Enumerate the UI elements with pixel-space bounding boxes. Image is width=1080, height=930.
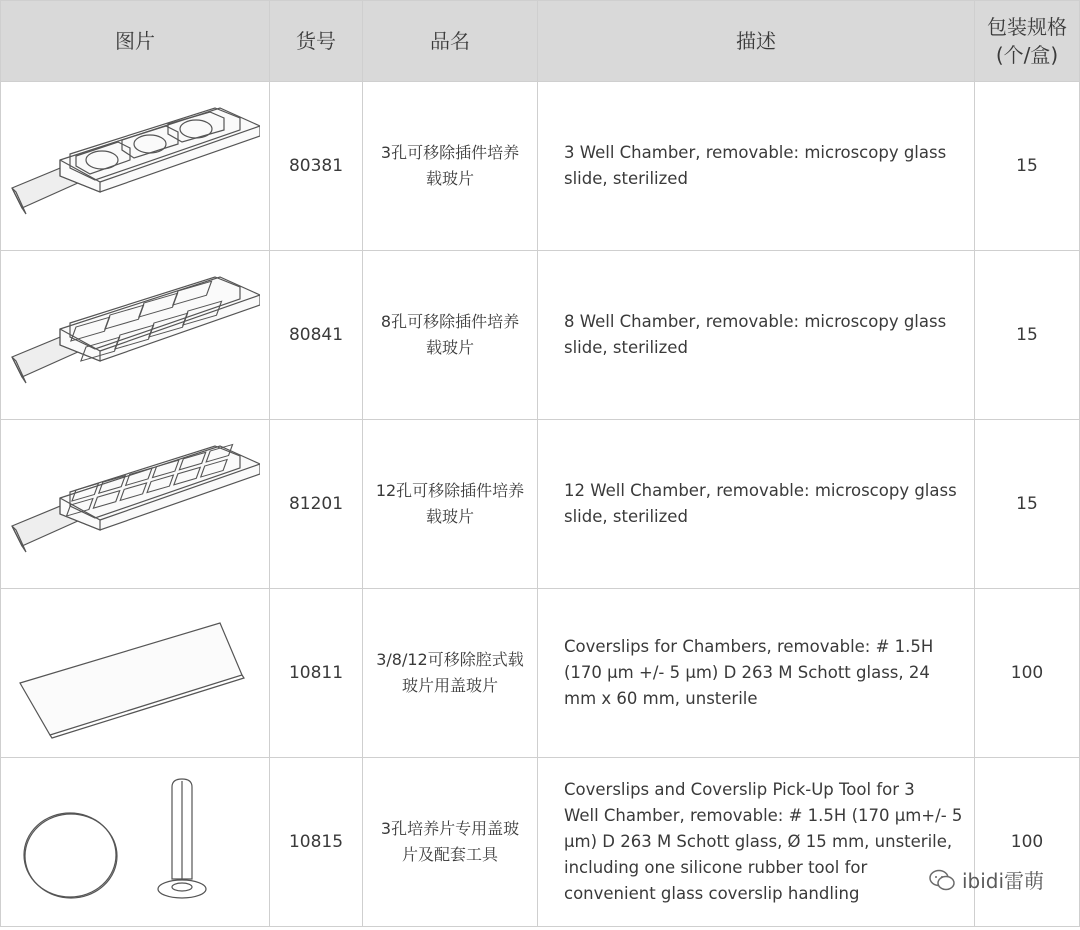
pack-cell: 15	[975, 251, 1080, 420]
table-row	[1, 82, 1080, 251]
3-well-chamber-slide-icon	[10, 96, 260, 236]
name-line: 载玻片	[425, 507, 474, 526]
12-well-chamber-slide-icon	[10, 434, 260, 574]
pack-cell: 15	[975, 82, 1080, 251]
desc-line: µm) D 263 M Schott glass, Ø 15 mm, unsterile,	[564, 832, 953, 851]
desc-line: (170 µm +/- 5 µm) D 263 M Schott glass, 24	[564, 663, 930, 682]
header-description: 描述	[538, 1, 975, 82]
header-sku: 货号	[270, 1, 363, 82]
coverslip-icon	[10, 603, 260, 743]
table-row	[1, 420, 1080, 589]
name-line: 3孔可移除插件培养	[380, 143, 520, 162]
image-cell	[1, 82, 270, 251]
name-line: 8孔可移除插件培养	[380, 312, 520, 331]
description-cell	[538, 420, 975, 589]
wechat-icon	[928, 868, 956, 892]
header-row	[1, 1, 1080, 82]
table-row	[1, 251, 1080, 420]
header-pack-line1: 包装规格	[987, 15, 1067, 39]
sku-cell: 10815	[270, 758, 363, 927]
desc-line: slide, sterilized	[564, 169, 688, 188]
desc-line: slide, sterilized	[564, 338, 688, 357]
sku-cell: 10811	[270, 589, 363, 758]
name-cell	[363, 82, 538, 251]
name-cell	[363, 758, 538, 927]
name-cell	[363, 251, 538, 420]
name-cell	[363, 420, 538, 589]
watermark	[928, 865, 1044, 894]
header-pack	[975, 1, 1080, 82]
name-line: 载玻片	[425, 169, 474, 188]
image-cell	[1, 251, 270, 420]
desc-line: 8 Well Chamber, removable: microscopy glass	[564, 312, 947, 331]
name-cell	[363, 589, 538, 758]
description-cell	[538, 82, 975, 251]
pack-cell: 15	[975, 420, 1080, 589]
watermark-text: ibidi雷萌	[961, 869, 1044, 893]
name-line: 片及配套工具	[401, 845, 498, 864]
desc-line: slide, sterilized	[564, 507, 688, 526]
header-pack-line2: (个/盒)	[995, 43, 1059, 67]
desc-line: 12 Well Chamber, removable: microscopy glass	[564, 481, 957, 500]
description-cell	[538, 589, 975, 758]
sku-cell: 80381	[270, 82, 363, 251]
header-image: 图片	[1, 1, 270, 82]
header-name: 品名	[363, 1, 538, 82]
name-line: 载玻片	[425, 338, 474, 357]
desc-line: including one silicone rubber tool for	[564, 858, 868, 877]
sku-cell: 80841	[270, 251, 363, 420]
description-cell	[538, 758, 975, 927]
table-row	[1, 758, 1080, 927]
description-cell	[538, 251, 975, 420]
name-line: 3/8/12可移除腔式载	[376, 650, 524, 669]
desc-line: Well Chamber, removable: # 1.5H (170 µm+/- 5	[564, 806, 963, 825]
sku-cell: 81201	[270, 420, 363, 589]
name-line: 玻片用盖玻片	[401, 676, 498, 695]
name-line: 3孔培养片专用盖玻	[380, 819, 520, 838]
desc-line: mm x 60 mm, unsterile	[564, 689, 758, 708]
pack-cell: 100	[975, 589, 1080, 758]
pack-cell: 100	[975, 758, 1080, 927]
desc-line: Coverslips and Coverslip Pick-Up Tool for 3	[564, 780, 915, 799]
desc-line: Coverslips for Chambers, removable: # 1.5H	[564, 637, 934, 656]
image-cell	[1, 420, 270, 589]
round-coverslip-and-pickup-tool-icon	[10, 767, 260, 917]
8-well-chamber-slide-icon	[10, 265, 260, 405]
desc-line: 3 Well Chamber, removable: microscopy glass	[564, 143, 947, 162]
image-cell	[1, 589, 270, 758]
name-line: 12孔可移除插件培养	[375, 481, 525, 500]
table-row	[1, 589, 1080, 758]
image-cell	[1, 758, 270, 927]
desc-line: convenient glass coverslip handling	[564, 884, 860, 903]
